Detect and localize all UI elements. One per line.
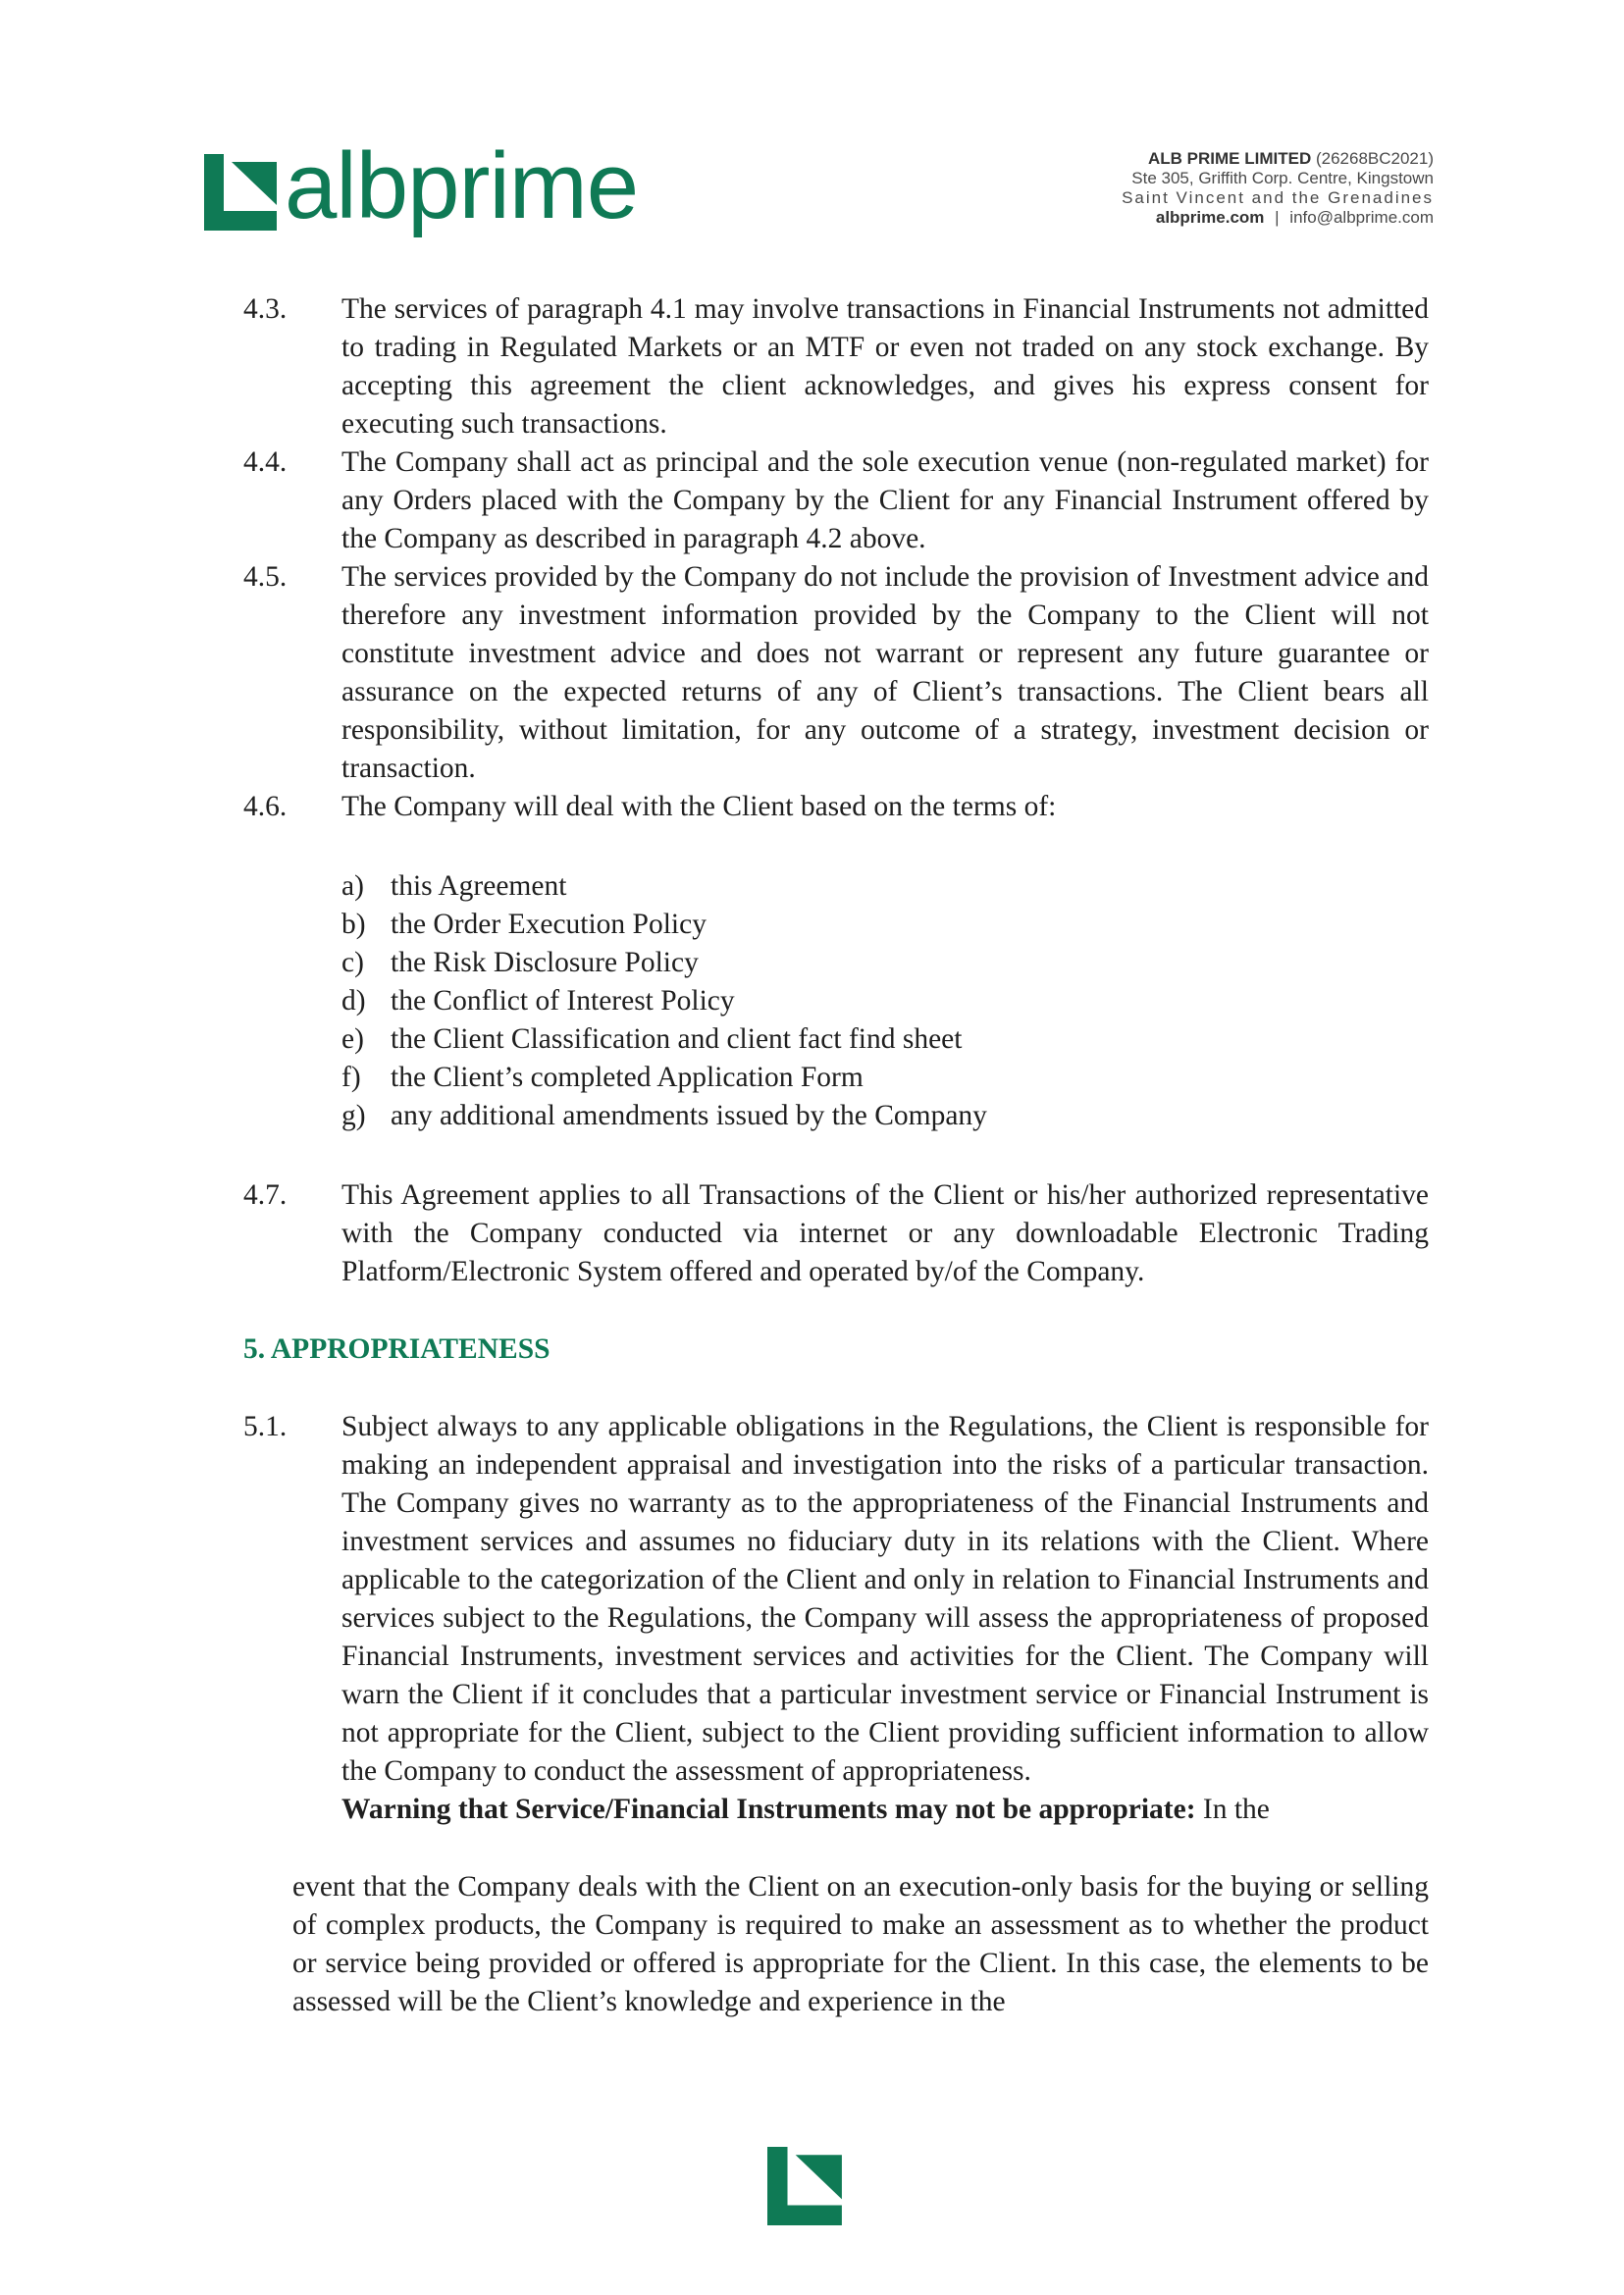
warning-title: Warning that Service/Financial Instruments may not be appropriate: [341,1794,1196,1825]
clause-number: 4.6. [243,791,288,822]
email-link[interactable]: info@albprime.com [1289,208,1434,227]
warning-line [243,1791,1429,1829]
terms-list [341,867,1429,1135]
clause-text: The Company shall act as principal and the sole execution venue (non-regulated market) for any Orders placed with the Company by the Client for any Financial Instrument offered by the Company as described in paragraph 4.2 above. [341,446,1429,554]
warning-text: In the [1195,1794,1270,1825]
company-name: ALB PRIME LIMITED [1148,149,1312,168]
section-heading: 5. APPROPRIATENESS [243,1333,550,1365]
list-item [341,867,1429,906]
list-text: this Agreement [391,870,567,902]
logo-mark-icon [204,154,281,231]
clause-text: The services provided by the Company do not include the provision of Investment advice and therefore any investment information provided by the Company to the Client will not constitute investment advice and does not warrant or represent any future guarantee or assurance on the expected returns of any of Client’s transactions. The Client bears all responsibility, without limitation, for any outcome of a strategy, investment decision or transaction. [341,561,1429,784]
address-line-1: Ste 305, Griffith Corp. Centre, Kingstown [1131,169,1434,187]
clause-number: 5.1. [243,1411,288,1442]
logo-text: albprime [285,133,639,238]
clause-4-4 [243,443,1429,558]
list-marker: c) [341,947,364,978]
list-item [341,1059,1429,1097]
clause-number: 4.7. [243,1179,288,1211]
address-line-2: Saint Vincent and the Grenadines [1122,188,1434,207]
list-text: the Client Classification and client fact find sheet [391,1023,963,1055]
list-text: the Risk Disclosure Policy [391,947,699,978]
clause-5-1 [243,1408,1429,1791]
clause-4-6 [243,788,1429,826]
list-item [341,982,1429,1020]
clause-text: The Company will deal with the Client based on the terms of: [341,791,1057,822]
clause-text: Subject always to any applicable obligations in the Regulations, the Client is responsible for making an independent appraisal and investigation into the risks of a particular transaction. The Company gives no warranty as to the appropriateness of the Financial Instruments and investment services and assumes no fiduciary duty in its relations with the Client. Where applicable to the categorization of the Client and only in relation to Financial Instruments and services subject to the Regulations, the Company will assess the appropriateness of proposed Financial Instruments, investment services and activities for the Client. The Company will warn the Client if it concludes that a particular investment service or Financial Instrument is not appropriate for the Client, subject to the Client providing sufficient information to allow the Company to conduct the assessment of appropriateness. [341,1411,1429,1787]
list-marker: f) [341,1062,361,1093]
list-item [341,1020,1429,1059]
list-item [341,906,1429,944]
list-text: the Conflict of Interest Policy [391,985,735,1017]
list-marker: d) [341,985,366,1017]
list-item [341,1097,1429,1135]
clause-4-5 [243,558,1429,788]
separator: | [1275,208,1280,227]
list-marker: g) [341,1100,366,1131]
list-text: the Order Execution Policy [391,909,707,940]
company-info [1122,149,1434,228]
clause-number: 4.3. [243,293,288,325]
clause-text: This Agreement applies to all Transactions of the Client or his/her authorized representative with the Company conducted via internet or any downloadable Electronic Trading Platform/Electronic System offered and operated by/of the Company. [341,1179,1429,1287]
clause-number: 4.4. [243,446,288,478]
website-link[interactable]: albprime.com [1155,208,1265,227]
footer-logo-mark [767,2147,846,2230]
company-logo [204,133,639,239]
list-text: any additional amendments issued by the Company [391,1100,987,1131]
company-reg: (26268BC2021) [1315,149,1434,168]
clause-4-7 [243,1176,1429,1291]
list-text: the Client’s completed Application Form [391,1062,864,1093]
list-marker: e) [341,1023,364,1055]
warning-paragraph: event that the Company deals with the Client on an execution-only basis for the buying or selling of complex products, the Company is required to make an assessment as to whether the product or service being provided or offered is appropriate for the Client. In this case, the elements to be assessed will be the Client’s knowledge and experience in the [292,1871,1429,2017]
clause-number: 4.5. [243,561,288,593]
list-marker: a) [341,870,364,902]
logo-mark-icon [767,2147,846,2225]
clause-text: The services of paragraph 4.1 may involve transactions in Financial Instruments not admitted to trading in Regulated Markets or an MTF or even not traded on any stock exchange. By accepting this agreement the client acknowledges, and gives his express consent for executing such transactions. [341,293,1429,440]
list-marker: b) [341,909,366,940]
list-item [341,944,1429,982]
document-body [243,290,1429,2021]
clause-4-3 [243,290,1429,443]
